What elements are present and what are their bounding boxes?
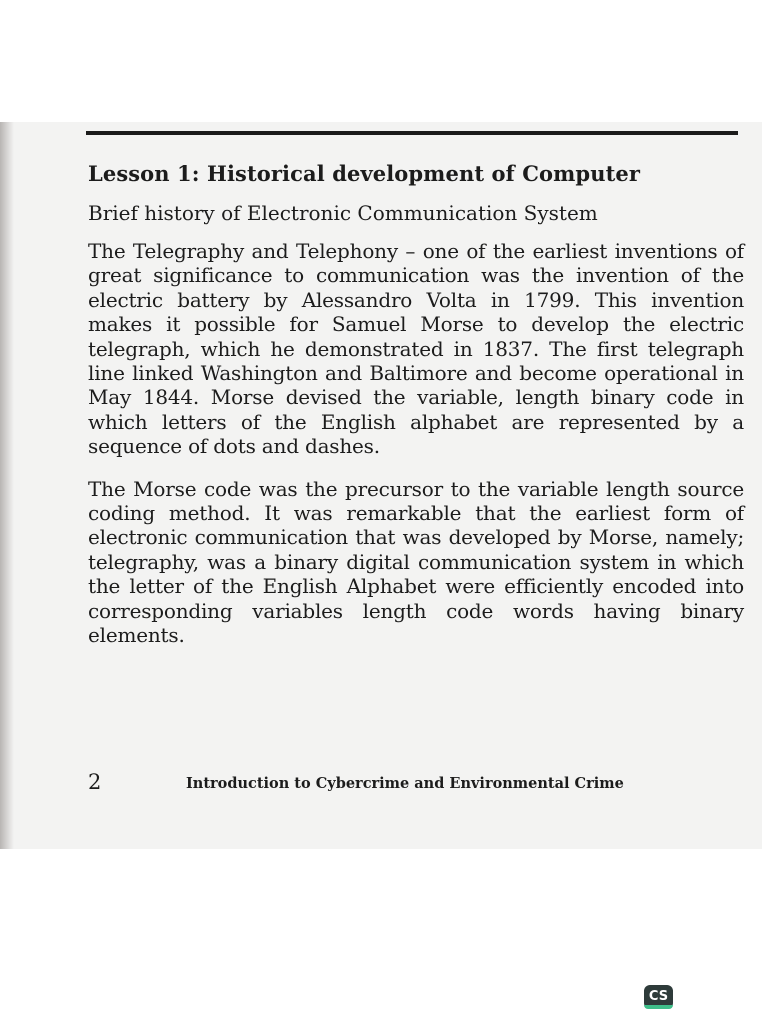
camscanner-logo-icon: CS — [644, 985, 673, 1009]
section-subtitle: Brief history of Electronic Communication System — [88, 201, 598, 225]
lesson-content — [88, 159, 744, 648]
page-edge-shadow — [0, 122, 14, 849]
page-number: 2 — [88, 770, 102, 794]
top-rule — [86, 131, 738, 135]
lesson-title: Lesson 1: Historical development of Computer — [88, 161, 641, 186]
paragraph-telegraphy: The Telegraphy and Telephony – one of the earliest inventions of great significance to communication was the invention of the electric battery by Alessandro Volta in 1799. This invention makes it possible for Samuel Morse to develop the electric telegraph, which he demonstrated in 1837. The first telegraph line linked Washington and Baltimore and become operational in May 1844. Morse devised the variable, length binary code in which letters of the English alphabet are represented by a sequence of dots and dashes. — [88, 239, 744, 459]
book-title: Introduction to Cybercrime and Environmental Crime — [186, 775, 624, 792]
paragraph-morse-code: The Morse code was the precursor to the variable length source coding method. It was remarkable that the earliest form of electronic communication that was developed by Morse, namely; telegraphy, was a binary digital communication system in which the letter of the English Alphabet were efficiently encoded into corresponding variables length code words having binary elements. — [88, 476, 744, 648]
